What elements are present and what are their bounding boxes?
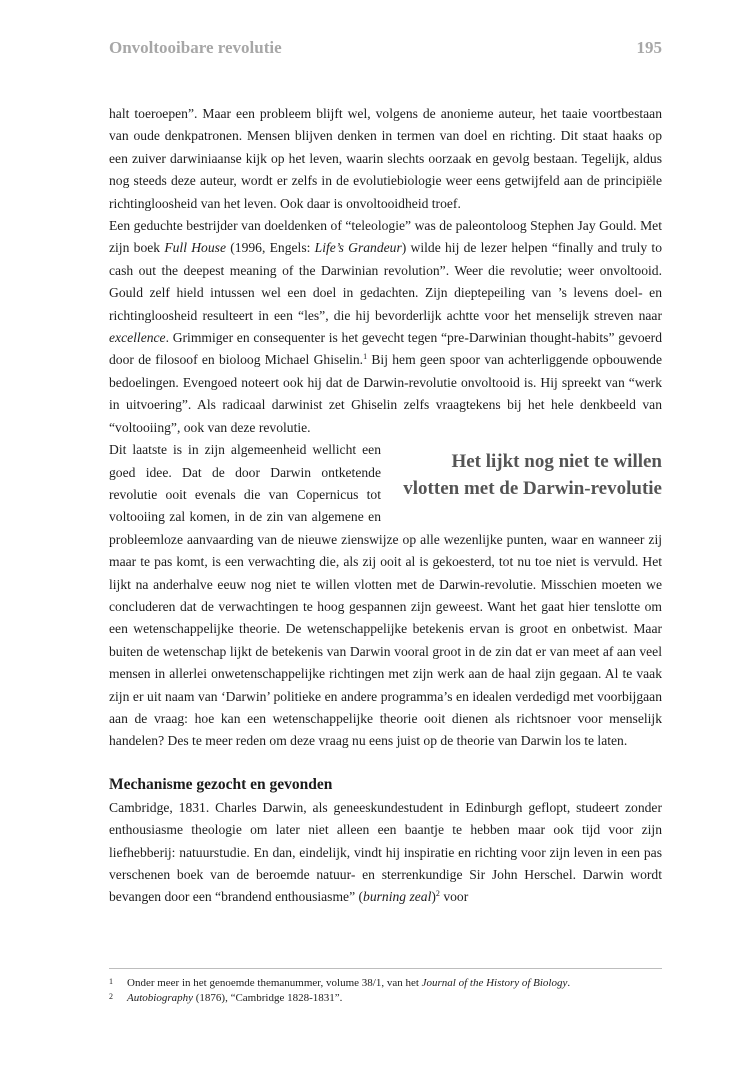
book-title-lifes-grandeur: Life’s Grandeur <box>314 240 402 256</box>
pull-quote: Het lijkt nog niet te willen vlotten met de Darwin-revolutie <box>403 451 662 499</box>
running-title: Onvoltooibare revolutie <box>109 38 282 57</box>
footnote-text-end: (1876), “Cambridge 1828-1831”. <box>193 992 343 1004</box>
book-title-full-house: Full House <box>164 240 226 256</box>
p4-text-c: voor <box>439 889 469 905</box>
paragraph-1: halt toeroepen”. Maar een probleem blijft wel, volgens de anonieme auteur, het taaie voortbestaan van oude denkpatronen. Mensen blijven denken in termen van doel en richting. Dit staat haaks op een zuiver darwiniaanse kijk op het leven, waarin slechts oorzaak en gevolg bestaan. Tegelijk, aldus nog steeds deze auteur, wordt er zelfs in de evolutiebiologie weer eens getwijfeld aan de principiële richtingloosheid van het leven. Ook daar is onvoltooidheid troef. <box>109 106 662 211</box>
footnotes <box>109 968 662 1006</box>
running-header <box>109 38 662 64</box>
paragraph-4 <box>109 797 662 909</box>
footnote-number: 2 <box>109 992 113 1001</box>
p2-text-b: (1996, Engels: <box>225 240 315 256</box>
paragraph-3: Dit laatste is in zijn algemeenheid wellicht een goed idee. Dat de door Darwin ontketende revolutie ooit evenals die van Copernicus tot voltooiing zal komen, in de zin van algemene en probleemloze aanvaarding van de nieuwe zienswijze op alle wezenlijke punten, waar en wanneer zij maar te pas komt, is een verwachting die, als zij ooit al is gekoesterd, tot nu toe niet is vervuld. Het lijkt na anderhalve eeuw nog niet te willen vlotten met de Darwin-revolutie. Misschien moeten we concluderen dat de verwachtingen te hoog gespannen zijn geweest. Want het gaat hier tenslotte om een wetenschappelijke theorie. De wetenschappelijke betekenis ervan is groot en onbetwist. Maar buiten de wetenschap lijkt de betekenis van Darwin vooral groot in de zin dat er van meet af aan veel mensen in allerlei onwetenschappelijke richtingen met zijn werk aan de haal zijn gegaan. Al te vaak zijn er uit naam van ‘Darwin’ politieke en andere programma’s en idealen verdedigd met voorbijgaan aan de vraag: hoe kan een wetenschappelijke theorie ooit dienen als richtsnoer voor menselijk handelen? Des te meer reden om deze vraag nu eens juist op de theorie van Darwin los te laten. <box>109 442 662 749</box>
p2-text-c: ) wilde hij de lezer helpen “finally and truly to cash out the deepest meaning of the Darwinian revolution”. Weer die revolutie; weer onvoltooid. Gould zelf hield intussen wel een doel in gedachten. Zijn dieptepeiling van ’s levens doel- en richtingloosheid resulteert in een “les”, die hij bevorderlijk achtte voor het menselijk streven naar <box>109 240 663 323</box>
p4-text-b: ) <box>431 889 436 905</box>
emphasis-excellence: excellence <box>109 330 166 346</box>
footnote-1 <box>109 976 662 991</box>
paragraph-2 <box>109 215 662 439</box>
footnote-text-end: . <box>567 977 571 989</box>
p2-text-e: Bij hem geen spoor van achterliggende opbouwende bedoelingen. Evengoed noteert ook hij dat de Darwin-revolutie onvoltooid is. Hij spreekt van “werk in uitvoering”. Als radicaal darwinist zet Ghiselin zelfs vraagtekens bij het hele denkbeeld van “voltooiing”, ook van deze revolutie. <box>109 352 663 435</box>
p2-text-d: . Grimmiger en consequenter is het gevecht tegen “pre-Darwinian thought-habits” gevoerd door de filosoof en bioloog Michael Ghiselin. <box>109 330 662 368</box>
body-text <box>109 103 662 909</box>
emphasis-burning-zeal: burning zeal <box>363 889 432 905</box>
book-title-autobiography: Autobiography <box>127 992 193 1004</box>
footnote-ref-2[interactable]: 2 <box>435 889 440 899</box>
footnote-2 <box>109 991 662 1006</box>
footnote-number: 1 <box>109 977 113 986</box>
p4-text-a: Cambridge, 1831. Charles Darwin, als geneeskundestudent in Edinburgh geflopt, studeert zonder enthousiasme theologie om later niet alleen een baantje te hebben maar ook tijd voor zijn liefhebberij: natuurstudie. En dan, eindelijk, vindt hij inspiratie en richting voor zijn leven in een pas verschenen boek van de beroemde natuur- en sterrenkundige Sir John Herschel. Darwin wordt bevangen door een “brandend enthousiasme” ( <box>109 799 662 905</box>
section-heading: Mechanisme gezocht en gevonden <box>109 775 333 793</box>
page-number: 195 <box>636 38 662 57</box>
footnote-text: Onder meer in het genoemde themanummer, volume 38/1, van het <box>127 977 422 989</box>
p2-text-a: Een geduchte bestrijder van doeldenken of “teleologie” was de paleontoloog Stephen Jay Gould. Met zijn boek <box>109 218 662 256</box>
journal-title: Journal of the History of Biology <box>421 977 568 989</box>
footnote-ref-1[interactable]: 1 <box>363 352 368 362</box>
